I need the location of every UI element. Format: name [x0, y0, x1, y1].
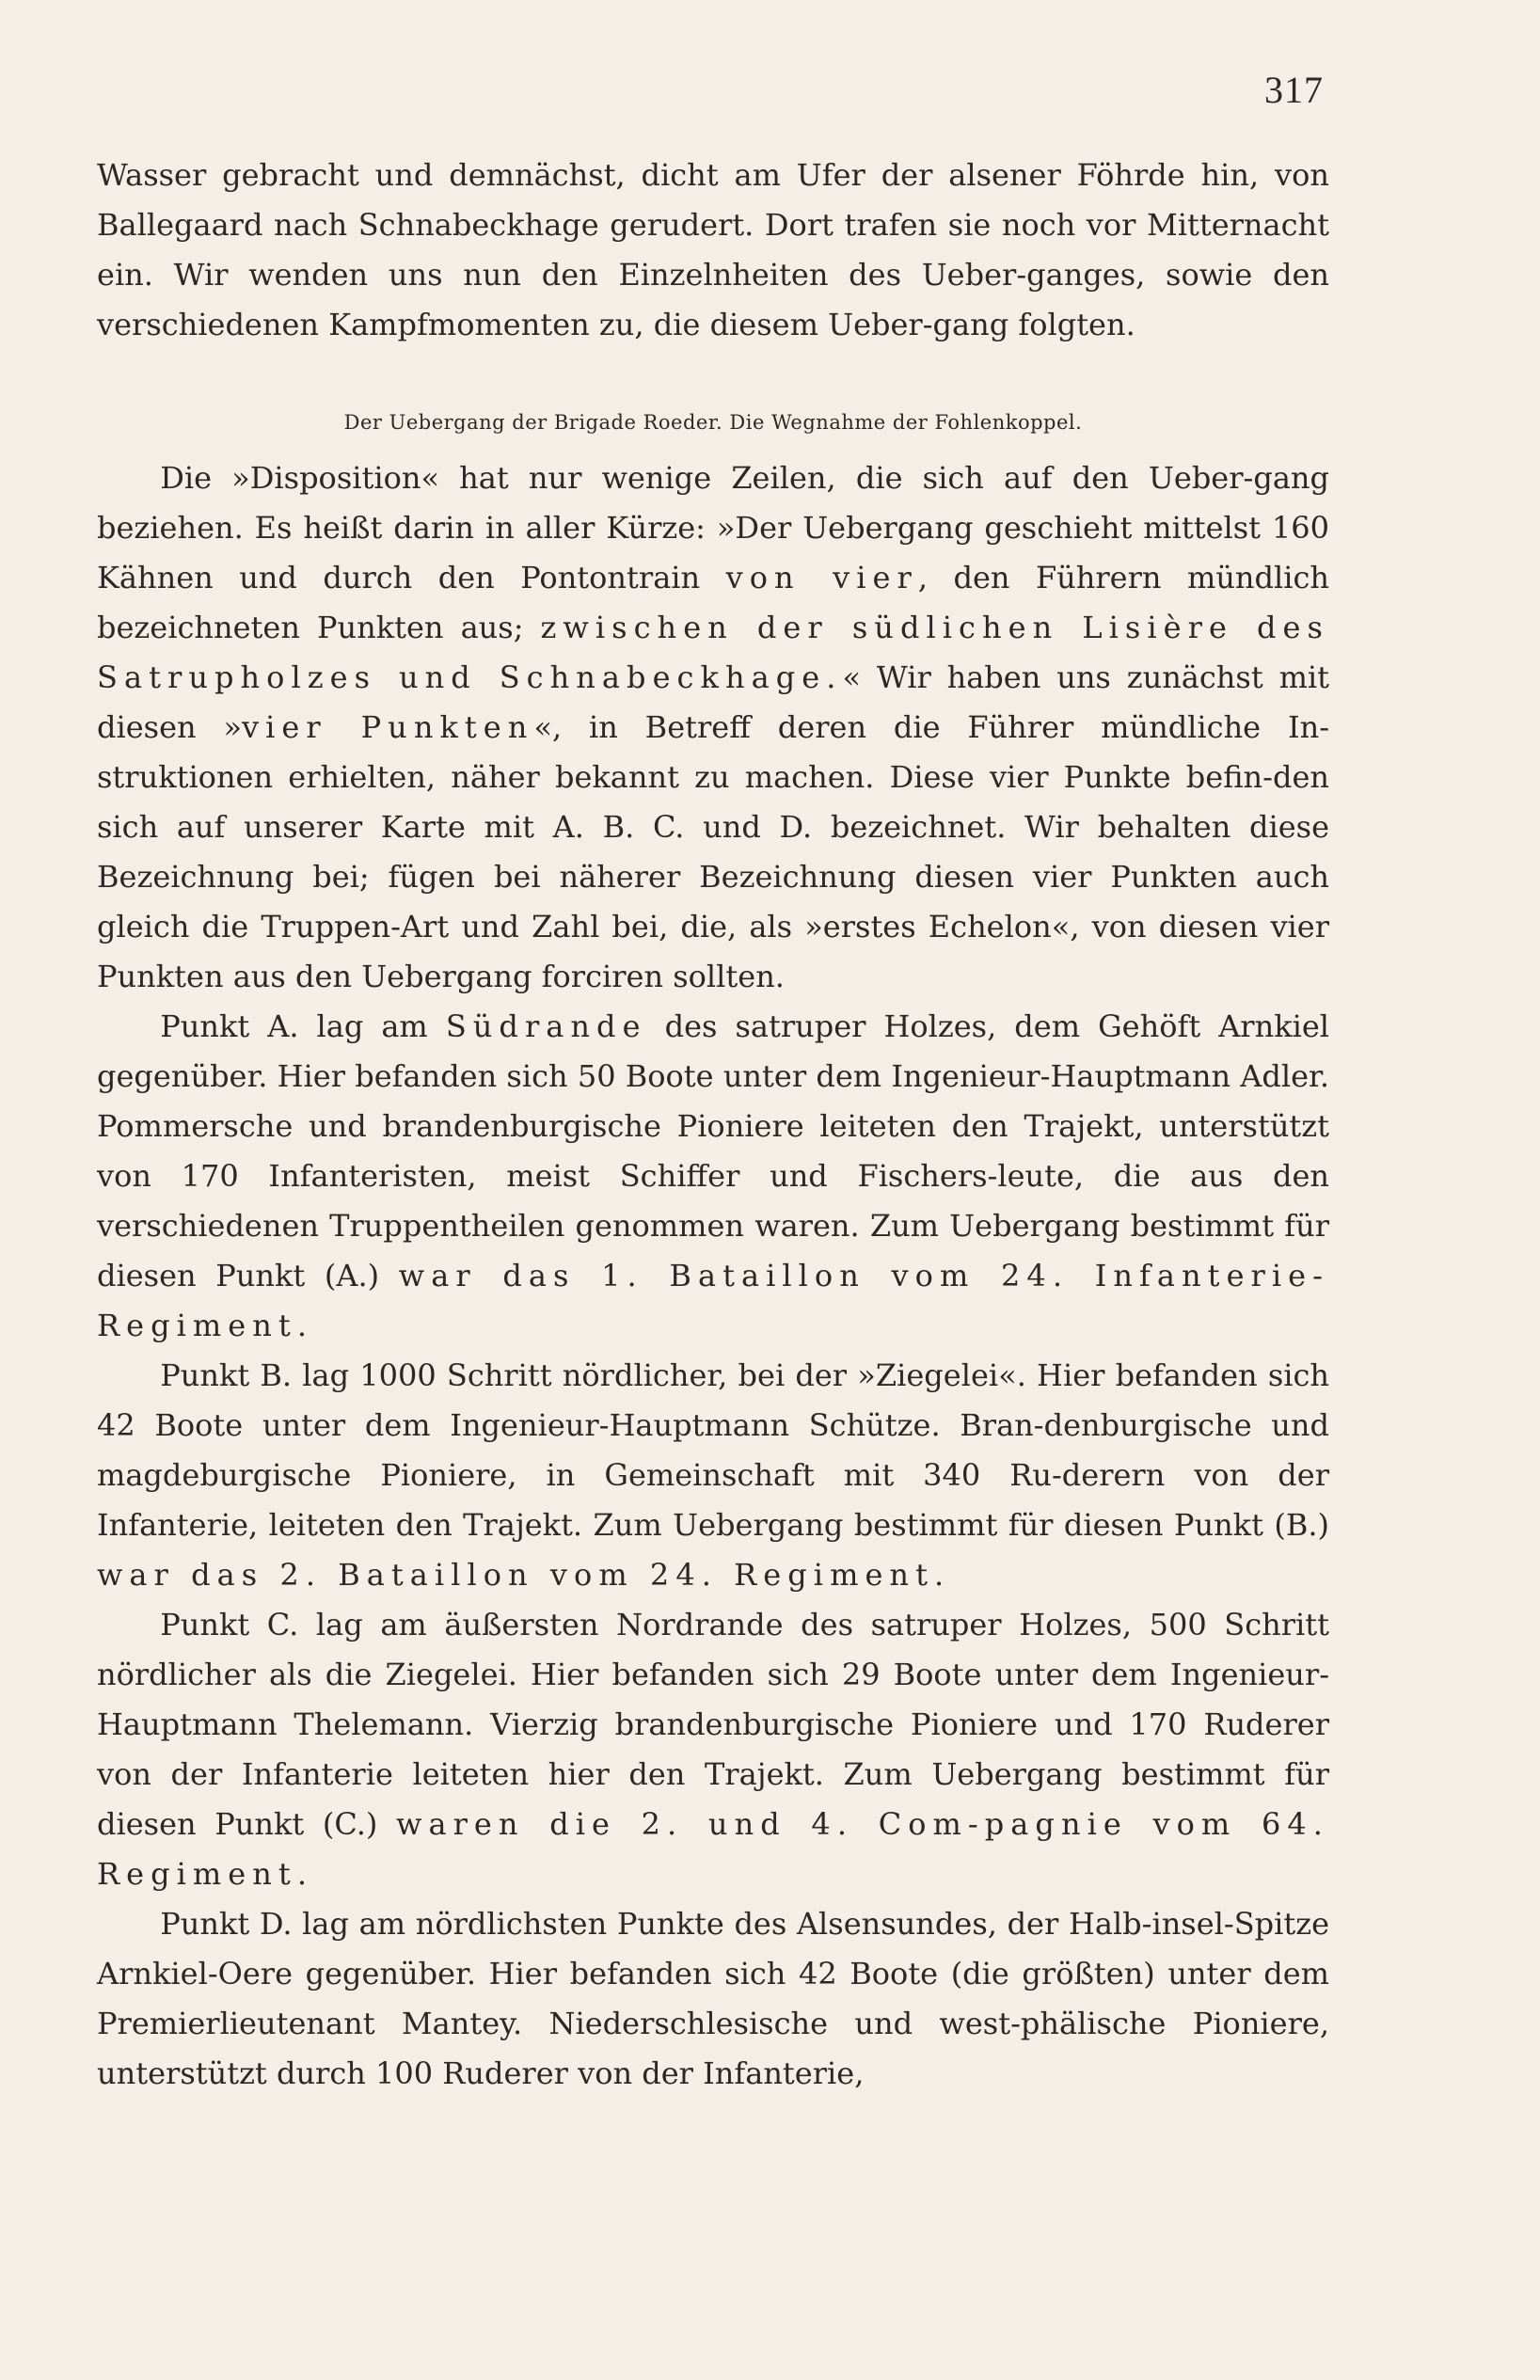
intro-paragraph: Wasser gebracht und demnächst, dicht am Ufer der alsener Föhrde hin, von Ballegaard nach Schnabeckhage gerudert. Dort trafen sie noch vor Mitternacht ein. Wir wenden uns nun den Einzelnheiten des Ueber-ganges, sowie den verschiedenen Kampfmomenten zu, die diesem Ueber-gang folgten.	[97, 157, 1329, 342]
paragraph-text: Punkt A. lag am	[160, 1008, 446, 1044]
page-number: 317	[1264, 69, 1324, 111]
paragraph-text: , den Führern mündlich bezeichneten Punkten aus;	[97, 560, 1330, 645]
spaced-text: zwischen der südlichen Lisière des Satrupholzes und Schnabeckhage.	[97, 610, 1329, 695]
paragraph-punkt-c	[97, 1600, 1329, 1899]
paragraph-text: des satruper Holzes, dem Gehöft Arnkiel gegenüber. Hier befanden sich 50 Boote unter dem Ingenieur-Hauptmann Adler. Pommersche und brandenburgische Pioniere leiteten den Trajekt, unterstützt von 170 Infanteristen, meist Schiffer und Fischers-leute, die aus den verschiedenen Truppentheilen genommen waren. Zum Uebergang bestimmt für diesen Punkt (A.)	[97, 1008, 1330, 1293]
spaced-text: vier Punkten	[242, 709, 534, 745]
spaced-text: war das 1. Bataillon vom 24. Infanterie-Regiment.	[97, 1258, 1330, 1343]
section-heading: Der Uebergang der Brigade Roeder. Die Wegnahme der Fohlenkoppel.	[343, 411, 1083, 434]
paragraph-text: Punkt B. lag 1000 Schritt nördlicher, bei der »Ziegelei«. Hier befanden sich 42 Boote unter dem Ingenieur-Hauptmann Schütze. Bran-denburgische und magdeburgische Pioniere, in Gemeinschaft mit 340 Ru-derern von der Infanterie, leiteten den Trajekt. Zum Uebergang bestimmt für diesen Punkt (B.)	[97, 1357, 1329, 1543]
spaced-text: von vier	[725, 560, 918, 595]
page-text-block	[97, 151, 1329, 2099]
paragraph-disposition	[97, 453, 1329, 1002]
spaced-text: war das 2. Bataillon vom 24. Regiment.	[97, 1557, 951, 1593]
paragraph-text: Punkt D. lag am nördlichsten Punkte des Alsensundes, der Halb-insel-Spitze Arnkiel-Oere gegenüber. Hier befanden sich 42 Boote (die größten) unter dem Premierlieutenant Mantey. Niederschlesische und west-phälische Pioniere, unterstützt durch 100 Ruderer von der Infanterie,	[97, 1906, 1329, 2091]
paragraph-text: Punkt C. lag am äußersten Nordrande des satruper Holzes, 500 Schritt nördlicher als die Ziegelei. Hier befanden sich 29 Boote unter dem Ingenieur-Hauptmann Thelemann. Vierzig brandenburgische Pioniere und 170 Ruderer von der Infanterie leiteten hier den Trajekt. Zum Uebergang bestimmt für diesen Punkt (C.)	[97, 1607, 1329, 1842]
paragraph-text: «, in Betreff deren die Führer mündliche In-struktionen erhielten, näher bekannt zu machen. Diese vier Punkte befin-den sich auf unserer Karte mit A. B. C. und D. bezeichnet. Wir behalten diese Bezeichnung bei; fügen bei näherer Bezeichnung diesen vier Punkten auch gleich die Truppen-Art und Zahl bei, die, als »erstes Echelon«, von diesen vier Punkten aus den Uebergang forciren sollten.	[97, 709, 1330, 994]
paragraph-punkt-b	[97, 1351, 1329, 1600]
paragraph-text: Die »Disposition« hat nur wenige Zeilen, die sich auf den Ueber-gang beziehen. Es heißt darin in aller Kürze: »Der Uebergang geschieht mittelst 160 Kähnen und durch den Pontontrain	[97, 460, 1329, 595]
paragraph-punkt-d	[97, 1899, 1329, 2099]
spaced-text: waren die 2. und 4. Com-pagnie vom 64. Regiment.	[97, 1806, 1330, 1892]
paragraph-text: « Wir haben uns zunächst mit diesen »	[97, 659, 1330, 745]
spaced-text: Südrande	[445, 1008, 647, 1044]
paragraph-punkt-a	[97, 1002, 1329, 1351]
